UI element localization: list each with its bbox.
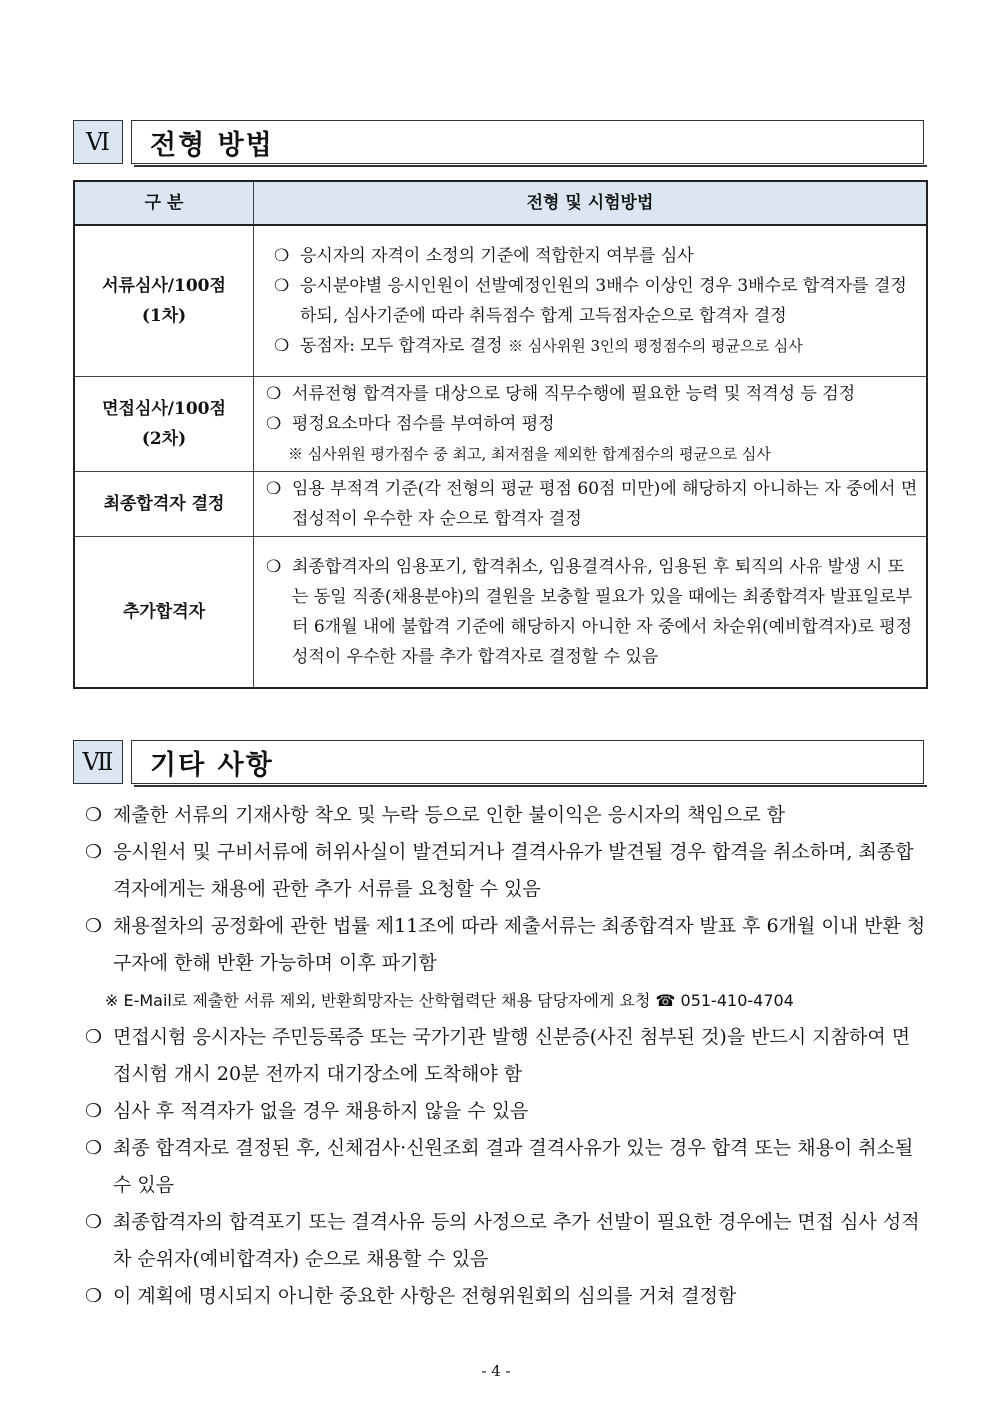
bullet-icon: ❍ bbox=[85, 1285, 103, 1307]
list-item: ❍ 면접시험 응시자는 주민등록증 또는 국가기관 발행 신분증(사진 첨부된 것)을 반드시 지참하여 면접시험 개시 20분 전까지 대기장소에 도착해야 함 bbox=[85, 1019, 927, 1093]
list-item: ❍ 제출한 서류의 기재사항 착오 및 누락 등으로 인한 불이익은 응시자의 책임으로 함 bbox=[85, 797, 927, 834]
section-number: Ⅶ bbox=[73, 740, 123, 784]
bullet-icon: ❍ bbox=[85, 841, 103, 863]
row-category: 서류심사/100점 (1차) bbox=[74, 225, 254, 377]
bullet-icon: ❍ bbox=[266, 384, 282, 404]
page-number: - 4 - bbox=[481, 1362, 511, 1380]
table-row bbox=[74, 537, 927, 689]
bullet-icon: ❍ bbox=[266, 557, 282, 577]
list-item: ❍ 최종 합격자로 결정된 후, 신체검사·신원조회 결과 결격사유가 있는 경우 합격 또는 채용이 취소될 수 있음 bbox=[85, 1130, 927, 1204]
section-header-7 bbox=[73, 740, 924, 786]
column-header-category: 구 분 bbox=[74, 181, 254, 225]
bullet-icon: ❍ bbox=[274, 276, 290, 296]
list-item: ❍ 최종합격자의 임용포기, 합격취소, 임용결격사유, 임용된 후 퇴직의 사유 발생 시 또는 동일 직종(채용분야)의 결원을 보충할 필요가 있을 때에는 최종합격자 발표일로부터 6개월 내에 불합격 기준에 해당하지 아니한 자 중에서 차순위(예비합격자)로 평정 성적이 우수한 자를 추가 합격자로 결정할 수 있음 bbox=[262, 552, 918, 672]
note: ※ 심사위원 3인의 평정점수의 평균으로 심사 bbox=[508, 337, 803, 355]
section-header-6 bbox=[73, 120, 924, 166]
list-item: ❍ 서류전형 합격자를 대상으로 당해 직무수행에 필요한 능력 및 적격성 등 검정 bbox=[262, 379, 918, 409]
list-item: ❍ 심사 후 적격자가 없을 경우 채용하지 않을 수 있음 bbox=[85, 1093, 927, 1130]
table-header-row bbox=[74, 181, 927, 225]
bullet-icon: ❍ bbox=[85, 1211, 103, 1233]
bullet-icon: ❍ bbox=[85, 1026, 103, 1048]
section-title: 전형 방법 bbox=[131, 120, 924, 164]
bullet-icon: ❍ bbox=[274, 336, 290, 356]
row-category: 면접심사/100점 (2차) bbox=[74, 377, 254, 472]
note: ※ 심사위원 평가점수 중 최고, 최저점을 제외한 합계점수의 평균으로 심사 bbox=[288, 445, 771, 463]
list-item: ❍ 채용절차의 공정화에 관한 법률 제11조에 따라 제출서류는 최종합격자 발표 후 6개월 이내 반환 청구자에 한해 반환 가능하며 이후 파기함 bbox=[85, 908, 927, 982]
row-category: 최종합격자 결정 bbox=[74, 472, 254, 537]
list-item: ❍ 평정요소마다 점수를 부여하여 평정 bbox=[262, 409, 918, 439]
list-item: ❍ 이 계획에 명시되지 아니한 중요한 사항은 전형위원회의 심의를 거쳐 결정함 bbox=[85, 1278, 927, 1315]
row-content bbox=[254, 225, 928, 377]
list-item: ❍ 최종합격자의 합격포기 또는 결격사유 등의 사정으로 추가 선발이 필요한 경우에는 면접 심사 성적 차 순위자(예비합격자) 순으로 채용할 수 있음 bbox=[85, 1204, 927, 1278]
note: ※ E-Mail로 제출한 서류 제외, 반환희망자는 산학협력단 채용 담당자에게 요청 ☎ 051-410-4704 bbox=[105, 991, 794, 1010]
bullet-icon: ❍ bbox=[274, 246, 290, 266]
bullet-icon: ❍ bbox=[85, 1100, 103, 1122]
list-item: ❍ 임용 부적격 기준(각 전형의 평균 평점 60점 미만)에 해당하지 아니하는 자 중에서 면접성적이 우수한 자 순으로 합격자 결정 bbox=[262, 474, 918, 534]
table-row bbox=[74, 472, 927, 537]
bullet-icon: ❍ bbox=[266, 414, 282, 434]
section-number: Ⅵ bbox=[73, 120, 123, 164]
row-category: 추가합격자 bbox=[74, 537, 254, 689]
list-item: ❍ 응시자의 자격이 소정의 기준에 적합한지 여부를 심사 bbox=[270, 241, 918, 271]
bullet-icon: ❍ bbox=[266, 479, 282, 499]
bullet-icon: ❍ bbox=[85, 915, 103, 937]
column-header-method: 전형 및 시험방법 bbox=[254, 181, 928, 225]
list-item: ❍ 응시분야별 응시인원이 선발예정인원의 3배수 이상인 경우 3배수로 합격자를 결정하되, 심사기준에 따라 취득점수 합계 고득점자순으로 합격자 결정 bbox=[270, 271, 918, 331]
list-item: ❍ 동점자: 모두 합격자로 결정 ※ 심사위원 3인의 평정점수의 평균으로 심사 bbox=[270, 331, 918, 361]
table-row bbox=[74, 377, 927, 472]
bullet-icon: ❍ bbox=[85, 1137, 103, 1159]
row-content bbox=[254, 377, 928, 472]
section-title: 기타 사항 bbox=[131, 740, 924, 784]
other-matters-list bbox=[85, 797, 927, 1315]
list-item: ❍ 응시원서 및 구비서류에 허위사실이 발견되거나 결격사유가 발견될 경우 합격을 취소하며, 최종합격자에게는 채용에 관한 추가 서류를 요청할 수 있음 bbox=[85, 834, 927, 908]
row-content bbox=[254, 472, 928, 537]
selection-method-table bbox=[73, 180, 928, 689]
row-content bbox=[254, 537, 928, 689]
bullet-icon: ❍ bbox=[85, 804, 103, 826]
table-row bbox=[74, 225, 927, 377]
